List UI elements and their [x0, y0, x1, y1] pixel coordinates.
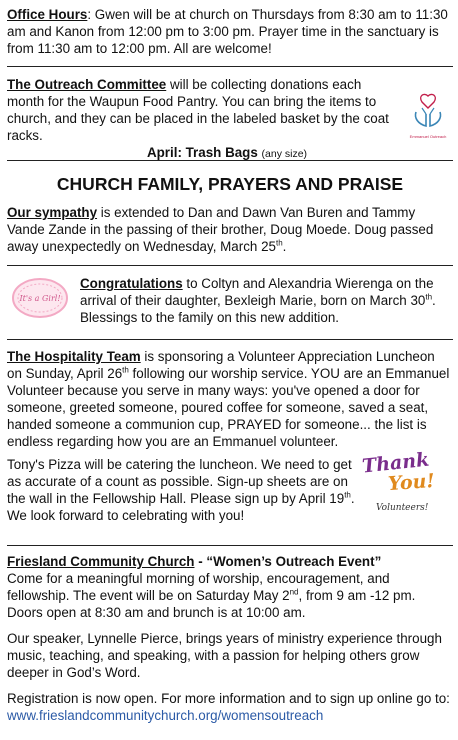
sympathy-sup: th — [275, 238, 283, 248]
friesland-paragraph-2: Our speaker, Lynnelle Pierce, brings years of ministry experience through music, teaching, and speaking, with a passion for helping others grow deeper in God’s Word. — [7, 631, 442, 680]
friesland-heading — [7, 553, 453, 570]
hospitality-section — [7, 348, 453, 450]
friesland-sup: nd — [289, 587, 299, 597]
badge-text: It's a Girl! — [19, 294, 61, 303]
sympathy-section — [7, 204, 453, 255]
congrats-text-1: to Coltyn and Alexandria Wierenga on the arrival of their daughter, Bexleigh Marie, born on March 30 — [80, 276, 434, 308]
thank-word-2: You! — [387, 469, 436, 496]
outreach-logo-caption: Emmanuel Outreach — [409, 134, 447, 139]
outreach-paragraph — [7, 76, 397, 144]
hospitality-sup-1: th — [122, 365, 129, 375]
hospitality-section-2 — [7, 456, 357, 524]
friesland-link[interactable]: www.frieslandcommunitychurch.org/womensoutreach — [7, 708, 324, 723]
divider — [7, 339, 453, 340]
outreach-logo-image — [406, 90, 450, 139]
friesland-subtitle: - “Women’s Outreach Event” — [194, 554, 382, 569]
friesland-paragraph-3 — [7, 690, 453, 724]
praying-hands-icon — [406, 90, 450, 134]
hospitality-text-1b: following our worship service. YOU are an Emmanuel Volunteer because you serve in many ways: you've opened a door for someone, greeted someone, poured coffee for someone, saved a seat, handed someone a communion cup, PRAYED for someone... the list is endless regarding how you are an Emmanuel volunteer. — [7, 366, 450, 449]
divider — [7, 66, 453, 67]
office-hours-title: Office Hours — [7, 7, 88, 22]
friesland-text-3: Registration is now open. For more information and to sign up online go to: — [7, 691, 450, 706]
congrats-section — [80, 275, 452, 326]
friesland-title: Friesland Community Church — [7, 554, 195, 569]
office-hours-text: : Gwen will be at church on Thursdays from 8:30 am to 11:30 am and Kanon from 12:00 pm to 3:00 pm. Prayer time in the sanctuary is from 11:30 am to 12:00 pm. All are welcome! — [7, 7, 448, 56]
friesland-text-1a: Come for a meaningful morning of worship, encouragement, and fellowship. The event will be on Saturday May 2 — [7, 571, 390, 603]
sympathy-title: Our sympathy — [7, 205, 98, 220]
thank-sub: Volunteers! — [376, 503, 429, 513]
hospitality-paragraph-1 — [7, 348, 453, 450]
hospitality-sup-2: th — [344, 490, 351, 500]
outreach-text: will be collecting donations each month for the Waupun Food Pantry. You can bring the items to church, and they can be placed in the labeled basket by the coat racks. — [7, 77, 389, 143]
outreach-title: The Outreach Committee — [7, 77, 167, 92]
outreach-section — [7, 76, 397, 163]
outreach-month-label: April: Trash Bags — [146, 145, 258, 160]
hospitality-paragraph-2 — [7, 456, 357, 524]
hospitality-text-1a: is sponsoring a Volunteer Appreciation Luncheon on Sunday, April 26 — [7, 349, 435, 381]
hospitality-text-2a: Tony's Pizza will be catering the luncheon. We need to get as accurate of a count as possible. Sign-up sheets are on the wall in the Fellowship Hall. Please sign up by April 19 — [7, 457, 352, 506]
office-hours-paragraph — [7, 6, 453, 57]
outreach-size-note: (any size) — [261, 148, 308, 160]
friesland-paragraph-1 — [7, 570, 453, 621]
its-a-girl-badge — [10, 276, 70, 320]
office-hours-section — [7, 6, 453, 57]
congrats-text-2: . Blessings to the family on this new addition. — [80, 293, 436, 325]
divider — [7, 265, 453, 266]
hospitality-text-2b: . We look forward to celebrating with you! — [7, 491, 355, 523]
hospitality-title: The Hospitality Team — [7, 349, 141, 364]
friesland-section — [7, 553, 453, 724]
sympathy-paragraph — [7, 204, 453, 255]
friesland-text-1b: , from 9 am -12 pm. Doors open at 8:30 am and brunch is at 10:00 am. — [7, 588, 416, 620]
divider — [7, 160, 453, 161]
sympathy-text-2: . — [282, 239, 287, 254]
divider — [7, 545, 453, 546]
congrats-title: Congratulations — [80, 276, 183, 291]
thank-you-volunteers-image — [361, 448, 450, 524]
family-heading: CHURCH FAMILY, PRAYERS AND PRAISE — [56, 174, 404, 194]
congrats-sup: th — [425, 292, 433, 302]
congrats-paragraph — [80, 275, 452, 326]
thank-word-1: Thank — [361, 448, 431, 478]
sympathy-text-1: is extended to Dan and Dawn Van Buren and Tammy Vande Zande in the passing of their brother, Doug Moede. Doug passed away unexpectedly on Wednesday, March 25 — [7, 205, 434, 254]
